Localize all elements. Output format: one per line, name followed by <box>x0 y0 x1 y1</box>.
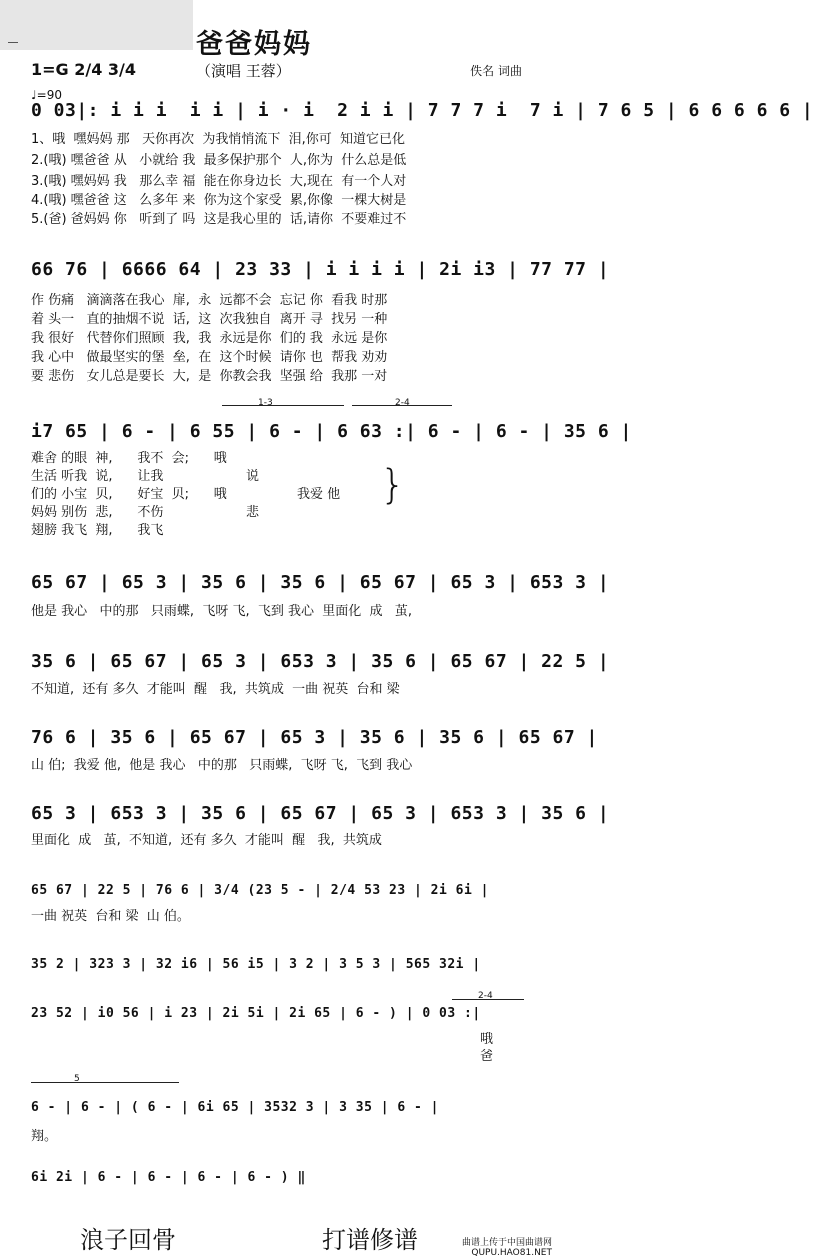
lyrics-line-8: 一曲 祝英 台和 梁 山 伯。 <box>31 909 190 924</box>
score-line-3: i7 65 | 6 - | 6 55 | 6 - | 6 63 :| 6 - | 6 - | 35 6 | <box>31 421 632 442</box>
score-line-8: 65 67 | 22 5 | 76 6 | 3/4 (23 5 - | 2/4 53 23 | 2i 6i | <box>31 883 489 898</box>
lyrics-line-5: 不知道, 还有 多久 才能叫 醒 我, 共筑成 一曲 祝英 台和 梁 <box>31 682 400 697</box>
key-signature: 1=G 2/4 3/4 <box>31 60 137 79</box>
score-line-11: 6 - | 6 - | ( 6 - | 6i 65 | 3532 3 | 3 35 | 6 - | <box>31 1100 440 1115</box>
verse-3-line-1: 3.(哦) 嘿妈妈 我 那么幸 福 能在你身边长 大,现在 有一个人对 <box>31 174 407 189</box>
lyrics-line-3-1: 难舍 的眼 神, 我不 会; 哦 <box>31 451 227 466</box>
lyrics-line-7: 里面化 成 茧, 不知道, 还有 多久 才能叫 醒 我, 共筑成 <box>31 833 382 848</box>
volta-line-1 <box>222 405 344 406</box>
header-dash <box>8 42 18 43</box>
score-line-5: 35 6 | 65 67 | 65 3 | 653 3 | 35 6 | 65 67 | 22 5 | <box>31 651 610 672</box>
volta-1-3: 1-3 <box>258 398 273 408</box>
score-line-1: 0 03|: i i i i i | i · i 2 i i | 7 7 7 i 7 i | 7 6 5 | 6 6 6 6 6 | <box>31 100 813 121</box>
verse-2-line-1: 2.(哦) 嘿爸爸 从 小就给 我 最多保护那个 人,你为 什么总是低 <box>31 153 407 168</box>
volta-5: 5 <box>74 1074 80 1084</box>
header-shade <box>0 0 193 50</box>
watermark <box>462 1238 552 1258</box>
verse-5-line-1: 5.(爸) 爸妈妈 你 听到了 吗 这是我心里的 话,请你 不要难过不 <box>31 212 407 227</box>
score-line-4: 65 67 | 65 3 | 35 6 | 35 6 | 65 67 | 65 3 | 653 3 | <box>31 572 610 593</box>
lyrics-line-3-5: 翅膀 我飞 翔, 我飞 <box>31 523 164 538</box>
lyrics-line-6: 山 伯; 我爱 他, 他是 我心 中的那 只雨蝶, 飞呀 飞, 飞到 我心 <box>31 758 413 773</box>
song-title: 爸爸妈妈 <box>196 29 312 60</box>
lyrics-line-11: 翔。 <box>31 1129 58 1144</box>
volta-2-4-b: 2-4 <box>478 991 493 1001</box>
verse-1-line-1: 1、哦 嘿妈妈 那 天你再次 为我悄悄流下 泪,你可 知道它已化 <box>31 132 405 147</box>
score-line-6: 76 6 | 35 6 | 65 67 | 65 3 | 35 6 | 35 6 | 65 67 | <box>31 727 598 748</box>
volta-line-4 <box>31 1082 179 1083</box>
signature-right: 打谱修谱 <box>322 1226 418 1254</box>
score-line-10: 23 52 | i0 56 | i 23 | 2i 5i | 2i 65 | 6 - ) | 0 03 :| <box>31 1006 481 1021</box>
score-line-12: 6i 2i | 6 - | 6 - | 6 - | 6 - ) ‖ <box>31 1170 306 1185</box>
lyrics-line-3-4: 妈妈 别伤 悲, 不伤 悲 <box>31 505 259 520</box>
verse-5-line-2: 要 悲伤 女儿总是要长 大, 是 你教会我 坚强 给 我那 一对 <box>31 369 388 384</box>
verse-2-line-2: 着 头一 直的抽烟不说 话, 这 次我独自 离开 寻 找另 一种 <box>31 312 388 327</box>
song-subtitle: （演唱 王蓉） <box>196 62 291 80</box>
lyrics-line-3-2: 生活 听我 说, 让我 说 <box>31 469 259 484</box>
volta-2-4: 2-4 <box>395 398 410 408</box>
lyrics-line-3-3: 们的 小宝 贝, 好宝 贝; 哦 我爱 他 <box>31 487 341 502</box>
side-lyric-2: 爸 <box>480 1049 494 1064</box>
verse-1-line-2: 作 伤痛 滴滴落在我心 扉, 永 远都不会 忘记 你 看我 时那 <box>31 293 388 308</box>
verse-4-line-2: 我 心中 做最坚实的堡 垒, 在 这个时候 请你 也 帮我 劝劝 <box>31 350 388 365</box>
lyric-brace: } <box>380 462 406 508</box>
tempo-mark: ♩=90 <box>31 88 62 102</box>
lyrics-line-4: 他是 我心 中的那 只雨蝶, 飞呀 飞, 飞到 我心 里面化 成 茧, <box>31 604 413 619</box>
side-lyric-1: 哦 <box>480 1032 494 1047</box>
verse-4-line-1: 4.(哦) 嘿爸爸 这 么多年 来 你为这个家受 累,你像 一棵大树是 <box>31 193 407 208</box>
score-line-9: 35 2 | 323 3 | 32 i6 | 56 i5 | 3 2 | 3 5 3 | 565 32i | <box>31 957 481 972</box>
score-line-7: 65 3 | 653 3 | 35 6 | 65 67 | 65 3 | 653 3 | 35 6 | <box>31 803 610 824</box>
signature-left: 浪子回骨 <box>80 1226 176 1254</box>
watermark-line-1: 曲谱上传于中国曲谱网 <box>461 1238 552 1248</box>
score-line-2: 66 76 | 6666 64 | 23 33 | i i i i | 2i i3 | 77 77 | <box>31 259 610 280</box>
watermark-line-2: QUPU.HAO81.NET <box>471 1248 552 1258</box>
verse-3-line-2: 我 很好 代替你们照顾 我, 我 永远是你 们的 我 永远 是你 <box>31 331 388 346</box>
credit: 佚名 词曲 <box>470 64 522 78</box>
